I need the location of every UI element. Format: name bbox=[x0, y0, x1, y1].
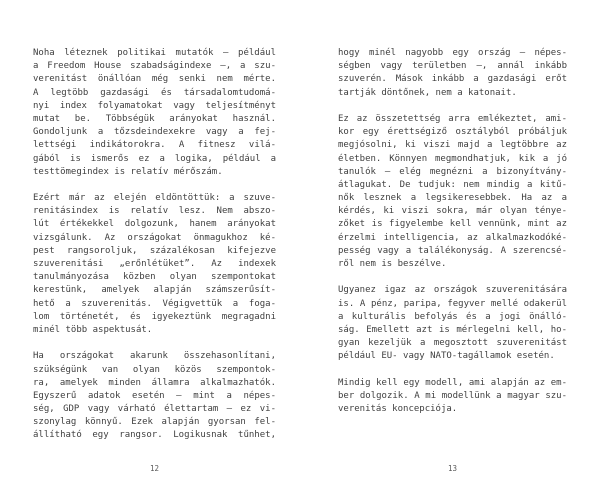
text-line: ra, amelyek minden államra alkalmazhatók. bbox=[33, 377, 276, 388]
page-number-left: 12 bbox=[149, 464, 160, 473]
text-line: nők lesznek a legsikeresebbek. Ha az a bbox=[338, 193, 567, 204]
text-line: lom történetét, és igyekeztünk megragadni bbox=[33, 311, 276, 322]
paragraph bbox=[33, 350, 276, 442]
text-line: a Freedom House szabadságindexe —, a szu- bbox=[33, 61, 276, 72]
text-line: pest rangsoroljuk, százalékosan kifejezve bbox=[33, 245, 276, 256]
text-line: verenitást önállóan még senki nem mérte. bbox=[33, 74, 276, 85]
text-line: renitásindex is relatív lesz. Nem abszo- bbox=[33, 206, 276, 217]
paragraph bbox=[338, 284, 567, 363]
paragraph bbox=[33, 47, 276, 179]
text-line: ről nem is beszélve. bbox=[338, 259, 447, 269]
text-line: tanulók — elég megnézni a bizonyítvány- bbox=[338, 166, 567, 177]
page-right bbox=[338, 47, 567, 416]
text-line: is. A pénz, paripa, fegyver mellé odakerül bbox=[338, 298, 567, 309]
text-line: lettségi indikátorokra. A fitnesz vilá- bbox=[33, 140, 276, 151]
text-line: szuverén. Mások inkább a gazdasági erőt bbox=[338, 74, 567, 85]
text-line: ség, GDP vagy várható élettartam — ez vi- bbox=[33, 404, 276, 415]
text-line: gyan kezeljük a megosztott szuverenitást bbox=[338, 338, 567, 349]
page-left bbox=[33, 47, 276, 443]
text-line: életben. Könnyen megmondhatjuk, kik a jó bbox=[338, 153, 567, 164]
text-line: lút értékekkel dolgozunk, hanem arányokat bbox=[33, 219, 276, 230]
text-line: pesség vagy a találékonyság. A szerencsé- bbox=[338, 245, 567, 256]
text-line: vizsgálunk. Az országokat önmagukhoz ké- bbox=[33, 232, 276, 243]
text-line: szükségünk van olyan közös szempontok- bbox=[33, 364, 276, 375]
paragraph bbox=[33, 192, 276, 337]
text-line: tanulmányozása közben olyan szempontokat bbox=[33, 272, 276, 283]
page-number-right: 13 bbox=[447, 464, 458, 473]
text-line: ság. Emellett azt is mérlegelni kell, ho- bbox=[338, 324, 567, 335]
page-text bbox=[33, 47, 276, 443]
text-line: zőket is figyelembe kell vennünk, mint az bbox=[338, 219, 567, 230]
text-line: Ugyanez igaz az országok szuverenitására bbox=[338, 285, 567, 296]
text-line: gából is ismerős ez a logika, például a bbox=[33, 153, 276, 164]
text-line: átlagukat. De tudjuk: nem mindig a kitű- bbox=[338, 179, 567, 190]
text-line: Gondoljunk a tőzsdeindexekre vagy a fej- bbox=[33, 127, 276, 138]
text-line: kor egy érettségiző osztályból próbáljuk bbox=[338, 127, 567, 138]
text-line: minél több aspektusát. bbox=[33, 324, 153, 335]
text-line: Ez az összetettség arra emlékeztet, ami- bbox=[338, 113, 567, 124]
page-text bbox=[338, 47, 567, 416]
text-line: Noha léteznek politikai mutatók — például bbox=[33, 48, 276, 58]
text-line: szonylag könnyű. Ezek alapján gyorsan fel- bbox=[33, 417, 276, 428]
text-line: szuverenitási „erőnlétüket”. Az indexek bbox=[33, 259, 276, 269]
paragraph bbox=[338, 113, 567, 271]
text-line: ber dolgozik. A mi modellünk a magyar szu- bbox=[338, 390, 567, 401]
paragraph bbox=[338, 47, 567, 100]
paragraph bbox=[338, 377, 567, 417]
text-line: Ha országokat akarunk összehasonlítani, bbox=[33, 351, 276, 362]
text-line: Egyszerű adatok esetén — mint a népes- bbox=[33, 390, 276, 401]
text-line: A legtöbb gazdasági és társadalomtudomá- bbox=[33, 87, 276, 98]
text-line: Ezért már az elején eldöntöttük: a szuve- bbox=[33, 193, 276, 204]
text-line: testtömegindex is relatív mérőszám. bbox=[33, 166, 223, 177]
text-line: hető a szuverenitás. Végigvettük a foga- bbox=[33, 298, 276, 309]
text-line: a kulturális befolyás és a jogi önálló- bbox=[338, 311, 567, 322]
text-line: verenitás koncepciója. bbox=[338, 404, 458, 415]
text-line: például EU- vagy NATO-tagállamok esetén. bbox=[338, 351, 555, 362]
text-line: tartják döntőnek, nem a katonait. bbox=[338, 87, 517, 98]
text-line: megjósolni, ki viszi majd a legtöbbre az bbox=[338, 140, 567, 151]
text-line: érzelmi intelligencia, az alkalmazkodóké- bbox=[338, 232, 567, 243]
text-line: kérdés, ki viszi sokra, már olyan ténye- bbox=[338, 206, 567, 217]
text-line: állítható egy rangsor. Logikusnak tűnhet, bbox=[33, 430, 276, 441]
text-line: kerestünk, amelyek alapján számszerűsít- bbox=[33, 285, 276, 296]
text-line: mutat be. Többségük arányokat használ. bbox=[33, 113, 276, 124]
text-line: Mindig kell egy modell, ami alapján az em- bbox=[338, 377, 567, 388]
text-line: nyi index folyamatokat vagy teljesítményt bbox=[33, 100, 276, 111]
text-line: ségben vagy területben —, annál inkább bbox=[338, 61, 567, 72]
text-line: hogy minél nagyobb egy ország — népes- bbox=[338, 48, 567, 58]
